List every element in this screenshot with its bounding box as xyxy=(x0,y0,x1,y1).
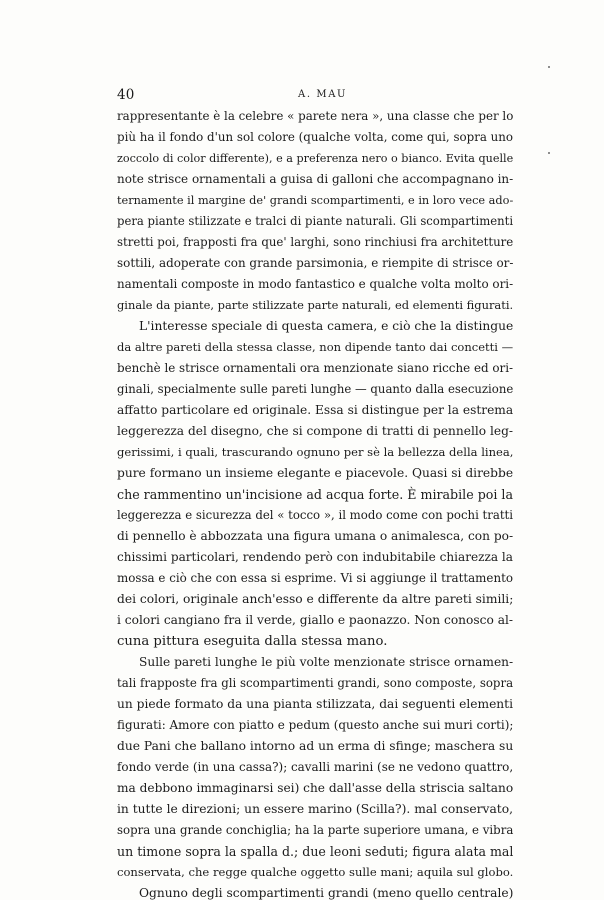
paragraph xyxy=(117,106,513,316)
text-line: affatto particolare ed originale. Essa si distingue per la estrema xyxy=(117,403,514,417)
paragraph xyxy=(117,316,513,652)
text-line: benchè le strisce ornamentali ora menzionate siano ricche ed ori- xyxy=(117,361,514,375)
paper-speck xyxy=(548,152,550,154)
text-line: ternamente il margine de' grandi scompartimenti, e in loro vece ado- xyxy=(117,194,514,207)
text-line: pure formano un insieme elegante e piacevole. Quasi si direbbe xyxy=(117,466,514,480)
text-line: sottili, adoperate con grande parsimonia, e riempite di strisce or- xyxy=(117,256,514,270)
text-line: sopra una grande conchiglia; ha la parte superiore umana, e vibra xyxy=(117,823,514,837)
text-line: note strisce ornamentali a guisa di galloni che accompagnano in- xyxy=(117,172,514,186)
text-line: i colori cangiano fra il verde, giallo e paonazzo. Non conosco al- xyxy=(117,613,514,627)
text-line: dei colori, originale anch'esso e differente da altre pareti simili; xyxy=(117,592,514,606)
text-line: un timone sopra la spalla d.; due leoni seduti; figura alata mal xyxy=(117,844,514,859)
text-line: stretti poi, frapposti fra que' larghi, sono rinchiusi fra architetture xyxy=(117,235,514,249)
text-line: in tutte le direzioni; un essere marino (Scilla?). mal conservato, xyxy=(117,802,513,816)
text-line: conservata, che regge qualche oggetto sulle mani; aquila sul globo. xyxy=(117,865,514,879)
text-line: più ha il fondo d'un sol colore (qualche volta, come qui, sopra uno xyxy=(117,130,514,144)
running-head: A. MAU xyxy=(298,89,348,100)
text-line: zoccolo di color differente), e a preferenza nero o bianco. Evita quelle xyxy=(117,152,514,165)
text-line: figurati: Amore con piatto e pedum (questo anche sui muri corti); xyxy=(117,718,514,732)
text-line: chissimi particolari, rendendo però con indubitabile chiarezza la xyxy=(117,550,513,564)
text-line: leggerezza e sicurezza del « tocco », il modo come con pochi tratti xyxy=(117,508,513,522)
text-line: Ognuno degli scompartimenti grandi (meno quello centrale) xyxy=(139,886,514,900)
paragraph xyxy=(117,652,513,883)
page-number: 40 xyxy=(117,87,135,103)
body-text xyxy=(117,106,513,904)
text-line: mossa e ciò che con essa si esprime. Vi si aggiunge il trattamento xyxy=(117,571,513,585)
text-line: namentali composte in modo fantastico e qualche volta molto ori- xyxy=(117,277,514,291)
text-line: fondo verde (in una cassa?); cavalli marini (se ne vedono quattro, xyxy=(117,760,514,774)
text-line: gerissimi, i quali, trascurando ognuno per sè la bellezza della linea, xyxy=(117,445,514,459)
text-line: che rammentino un'incisione ad acqua forte. È mirabile poi la xyxy=(117,487,513,502)
paragraph xyxy=(117,883,513,904)
text-line: cuna pittura eseguita dalla stessa mano. xyxy=(117,634,388,649)
text-line: due Pani che ballano intorno ad un erma di sfinge; maschera su xyxy=(117,739,514,753)
text-line: ginali, specialmente sulle pareti lunghe — quanto dalla esecuzione xyxy=(117,382,514,396)
text-line: un piede formato da una pianta stilizzata, dai seguenti elementi xyxy=(117,697,513,711)
text-line: leggerezza del disegno, che si compone di tratti di pennello leg- xyxy=(117,424,513,438)
text-line: di pennello è abbozzata una figura umana o animalesca, con po- xyxy=(117,529,514,543)
text-line: ginale da piante, parte stilizzate parte naturali, ed elementi figurati. xyxy=(117,298,514,312)
paper-speck xyxy=(548,66,550,68)
page-header xyxy=(117,87,513,105)
text-line: pera piante stilizzate e tralci di piante naturali. Gli scompartimenti xyxy=(117,214,514,228)
text-line: ma debbono immaginarsi sei) che dall'asse della striscia saltano xyxy=(117,781,514,795)
text-line: Sulle pareti lunghe le più volte menzionate strisce ornamen- xyxy=(139,655,514,669)
text-line: da altre pareti della stessa classe, non dipende tanto dai concetti — xyxy=(117,340,514,354)
text-line: rappresentante è la celebre « parete nera », una classe che per lo xyxy=(117,109,514,123)
text-line: L'interesse speciale di questa camera, e ciò che la distingue xyxy=(139,319,514,333)
text-line: tali frapposte fra gli scompartimenti grandi, sono composte, sopra xyxy=(117,676,514,690)
